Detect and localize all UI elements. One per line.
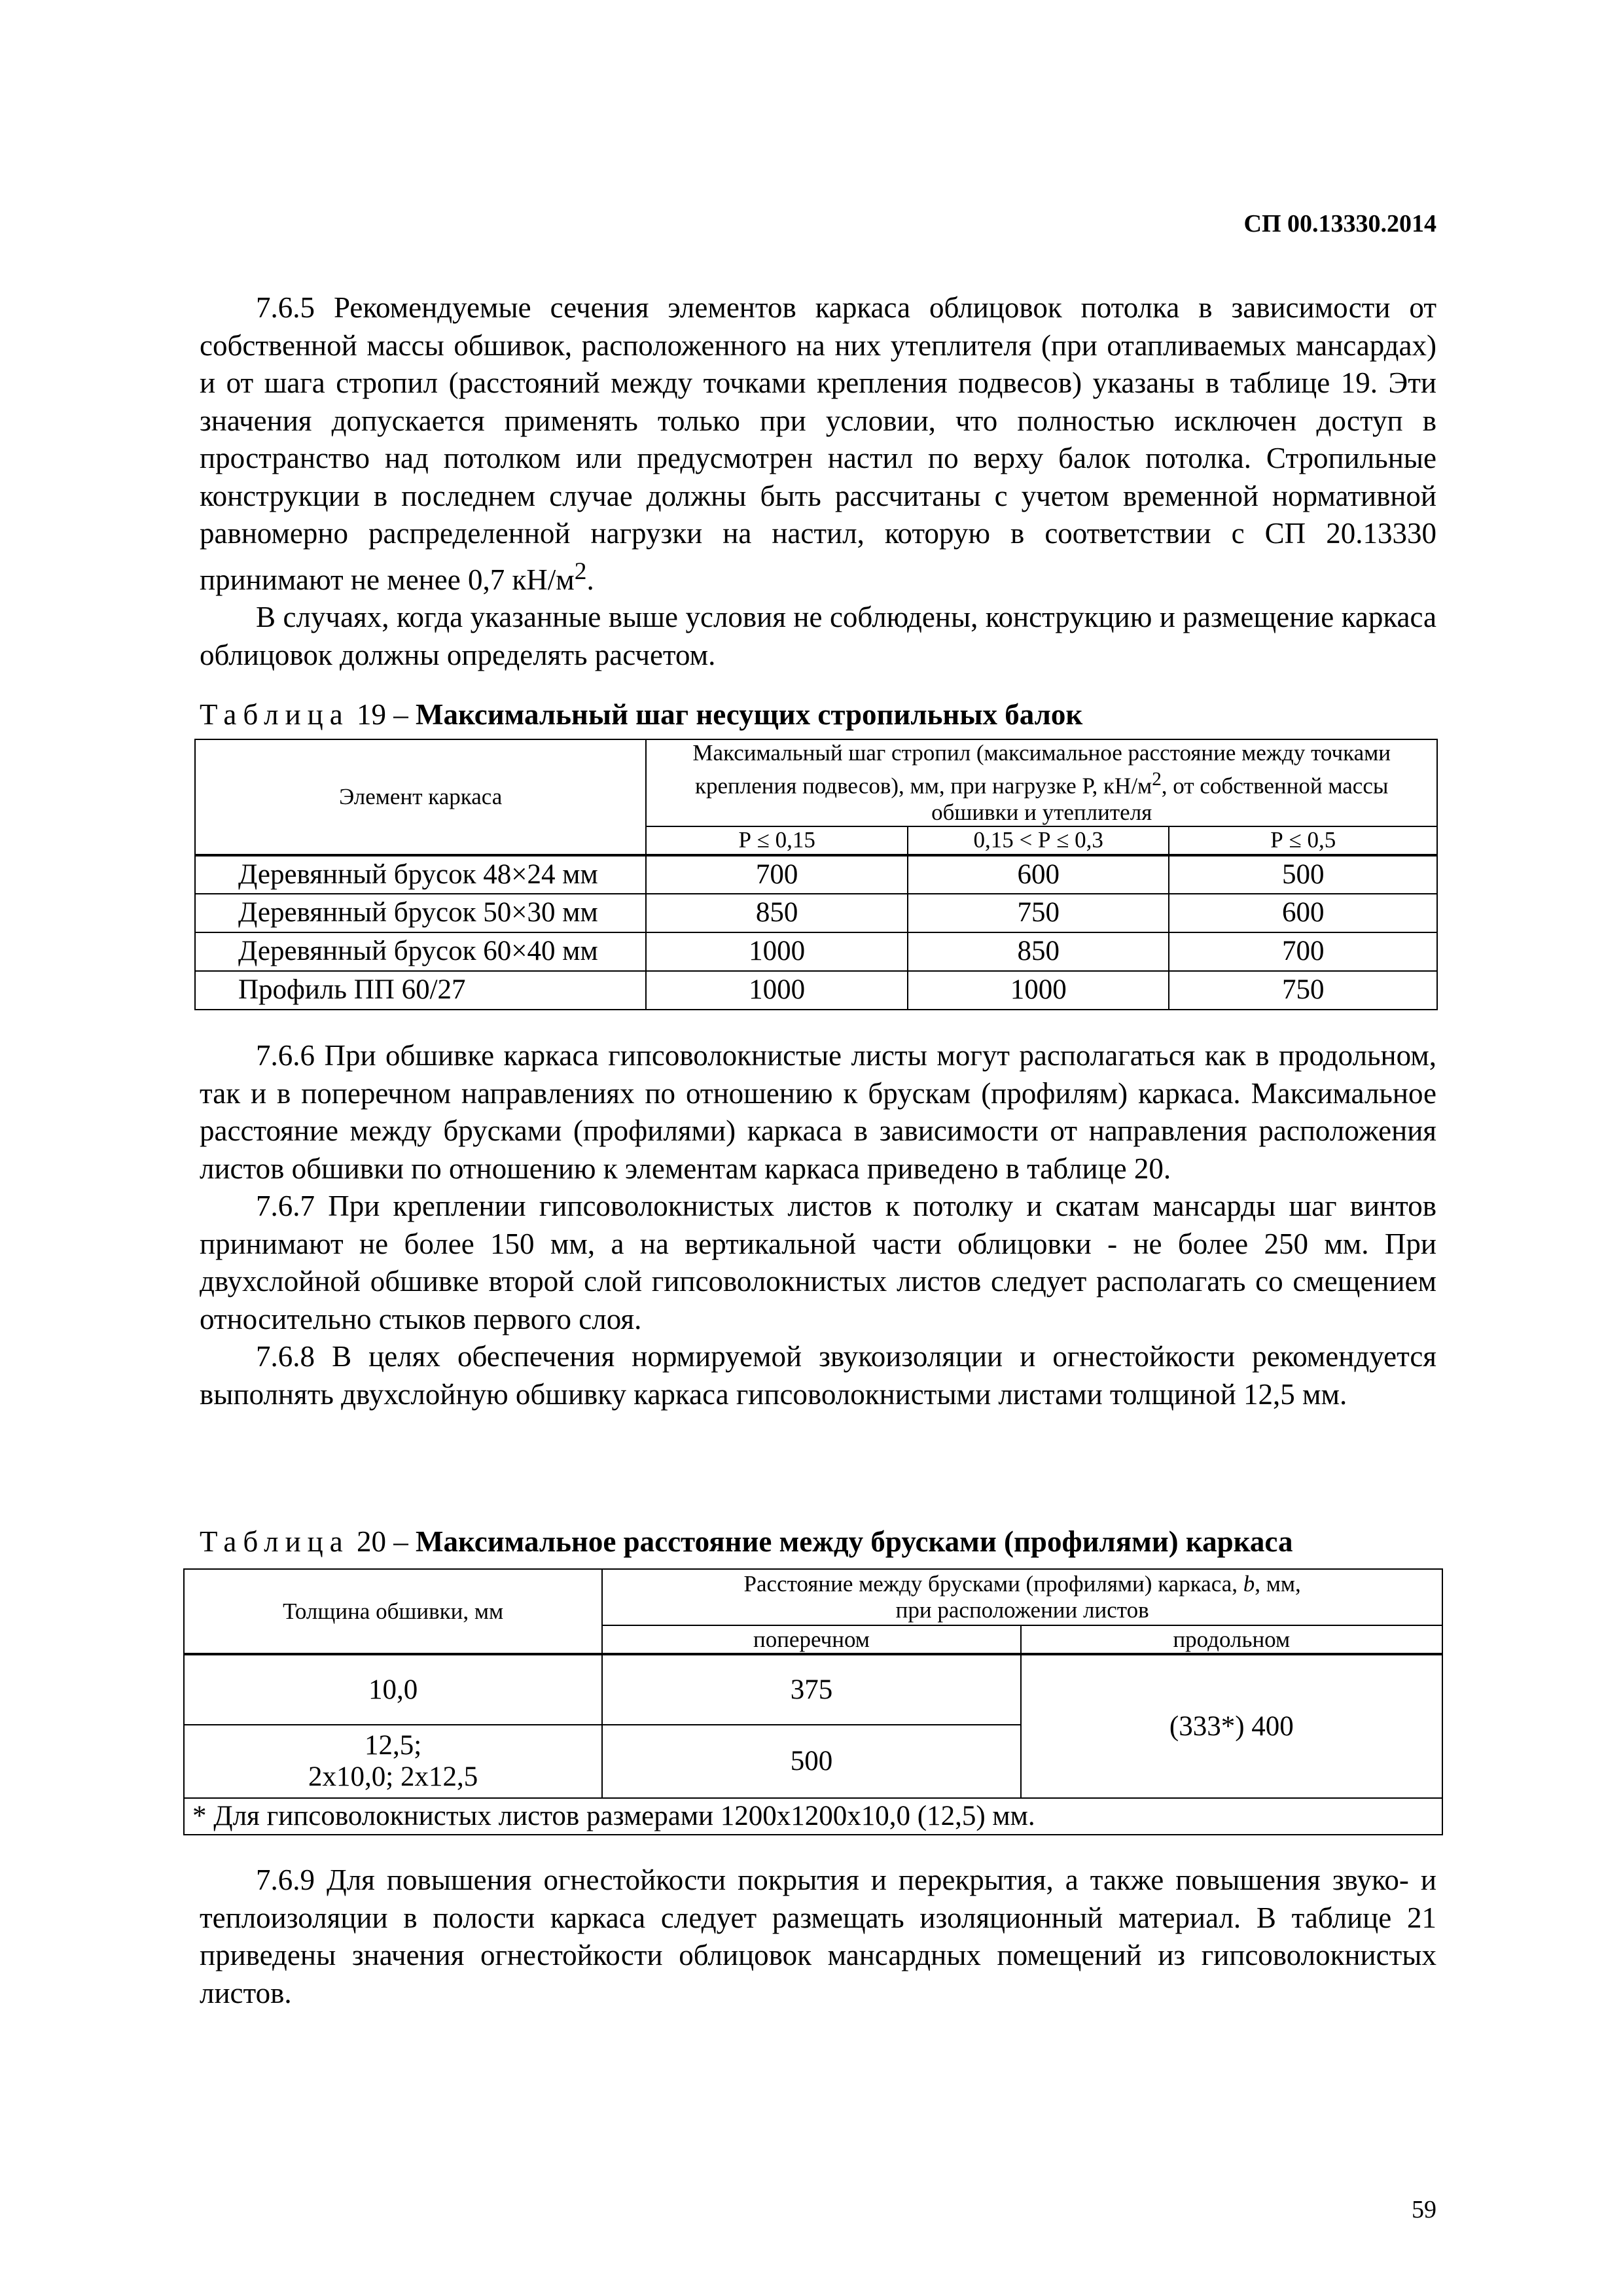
table-footnote: * Для гипсоволокнистых листов размерами 1200х1200х10,0 (12,5) мм. bbox=[184, 1798, 1442, 1835]
paragraph: В случаях, когда указанные выше условия не соблюдены, конструкцию и размещение каркаса облицовок должны определять расчетом. bbox=[200, 601, 1436, 671]
section-7-6-5 bbox=[200, 289, 1436, 674]
longitudinal-value: (333*) 400 bbox=[1021, 1654, 1442, 1798]
section-7-6-9 bbox=[200, 1862, 1436, 2012]
paragraph: 7.6.5 Рекомендуемые сечения элементов каркаса облицовок потолка в зависимости от собственной массы обшивок, расположенного на них утеплителя (при отапливаемых мансардах) и от шага стропил (расстояний между точками крепления подвесов) указаны в таблице 19. Эти значения допускается применять только при условии, что полностью исключен доступ в пространство над потолком или предусмотрен настил по верху балок потолка. Стропильные конструкции в последнем случае должны быть рассчитаны с учетом временной нормативной равномерно распределенной нагрузки на настил, которую в соответствии с СП 20.13330 принимают не менее 0,7 $кН/м^2$. bbox=[200, 291, 1436, 596]
table-footnote-row bbox=[184, 1798, 1442, 1835]
paragraph: 7.6.8 В целях обеспечения нормируемой звукоизоляции и огнестойкости рекомендуется выполнять двухслойную обшивку каркаса гипсоволокнистыми листами толщиной 12,5 мм. bbox=[200, 1340, 1436, 1411]
table-row: 10,0 375 (333*) 400 bbox=[184, 1654, 1442, 1725]
header-thickness: Толщина обшивки, мм bbox=[184, 1569, 602, 1654]
table-row: 12,5; 2х10,0; 2х12,5 500 bbox=[184, 1725, 1442, 1798]
table-row: Деревянный брусок 48×24 мм 700 600 500 bbox=[195, 855, 1437, 894]
table-19-caption: Таблица 19 – Максимальный шаг несущих стропильных балок bbox=[200, 698, 1083, 731]
table-row: Профиль ПП 60/27 1000 1000 750 bbox=[195, 971, 1437, 1010]
document-code: СП 00.13330.2014 bbox=[1243, 210, 1436, 238]
header-load-2: 0,15 < Р ≤ 0,3 bbox=[908, 826, 1169, 855]
paragraph: 7.6.7 При креплении гипсоволокнистых листов к потолку и скатам мансарды шаг винтов принимают не более 150 мм, а на вертикальной части облицовки - не более 250 мм. При двухслойной обшивке второй слой гипсоволокнистых листов следует располагать со смещением относительно стыков первого слоя. bbox=[200, 1190, 1436, 1335]
header-load-1: Р ≤ 0,15 bbox=[646, 826, 908, 855]
header-longitudinal: продольном bbox=[1021, 1625, 1442, 1654]
header-max-step: Максимальный шаг стропил (максимальное расстояние между точками крепления подвесов), мм, при нагрузке Р, $кН/м^2$, от собственной массы обшивки и утеплителя bbox=[646, 739, 1437, 826]
table-row: Деревянный брусок 60×40 мм 1000 850 700 bbox=[195, 932, 1437, 971]
table-row: Деревянный брусок 50×30 мм 850 750 600 bbox=[195, 894, 1437, 932]
page-number: 59 bbox=[1412, 2196, 1436, 2223]
header-load-3: Р ≤ 0,5 bbox=[1169, 826, 1437, 855]
header-cross: поперечном bbox=[602, 1625, 1020, 1654]
table-19 bbox=[194, 739, 1438, 1010]
paragraph: 7.6.6 При обшивке каркаса гипсоволокнистые листы могут располагаться как в продольном, так и в поперечном направлениях по отношению к брускам (профилям) каркаса. Максимальное расстояние между брусками (профилями) каркаса в зависимости от направления расположения листов обшивки по отношению к элементам каркаса приведено в таблице 20. bbox=[200, 1039, 1436, 1185]
header-distance: Расстояние между брусками (профилями) каркаса, b, мм, при расположении листов bbox=[602, 1569, 1442, 1625]
sections-7-6-6-to-7-6-8 bbox=[200, 1037, 1436, 1413]
header-element: Элемент каркаса bbox=[195, 739, 646, 855]
table-20-caption: Таблица 20 – Максимальное расстояние между брусками (профилями) каркаса bbox=[200, 1525, 1293, 1558]
table-20 bbox=[183, 1568, 1443, 1835]
paragraph: 7.6.9 Для повышения огнестойкости покрытия и перекрытия, а также повышения звуко- и теплоизоляции в полости каркаса следует размещать изоляционный материал. В таблице 21 приведены значения огнестойкости облицовок мансардных помещений из гипсоволокнистых листов. bbox=[200, 1863, 1436, 2009]
